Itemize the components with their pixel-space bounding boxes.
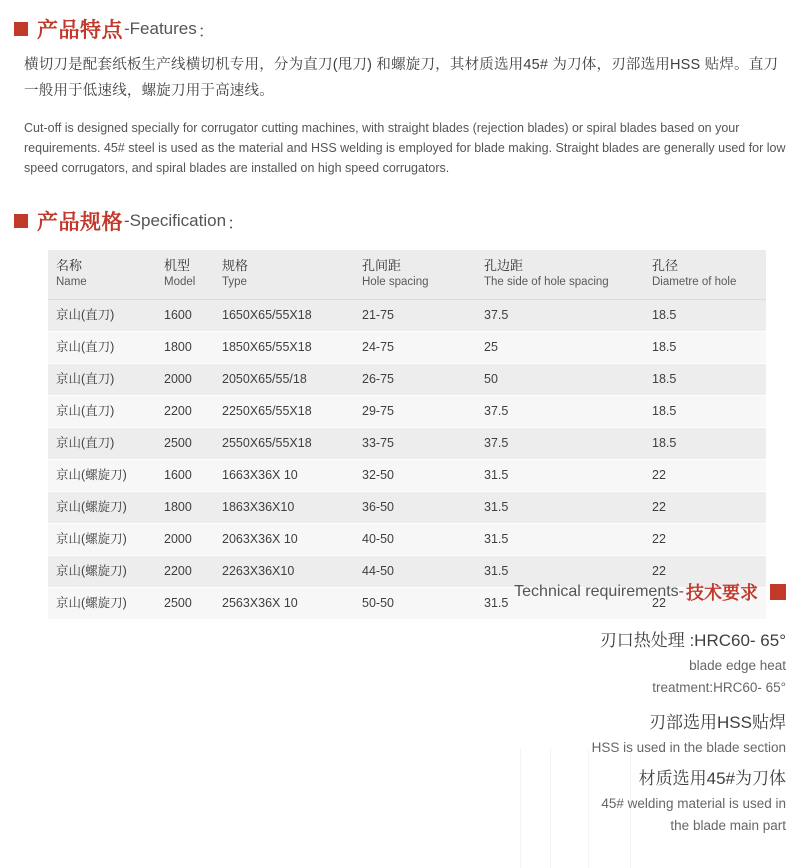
cell-name: 京山(直刀) [48, 300, 156, 332]
cell-diametre-of-hole: 22 [644, 556, 766, 588]
cell-diametre-of-hole: 18.5 [644, 332, 766, 364]
cell-type: 2250X65/55X18 [214, 396, 354, 428]
cell-hole-spacing: 32-50 [354, 460, 476, 492]
cell-name: 京山(螺旋刀) [48, 460, 156, 492]
column-header-hole-spacing-en: Hole spacing [362, 276, 429, 288]
cell-type: 2563X36X 10 [214, 588, 354, 620]
cell-side-of-hole-spacing: 31.5 [476, 556, 644, 588]
cell-type: 2550X65/55X18 [214, 428, 354, 460]
cell-type: 1663X36X 10 [214, 460, 354, 492]
technical-item-en-line2: the blade main part [670, 818, 786, 833]
cell-name: 京山(螺旋刀) [48, 492, 156, 524]
cell-side-of-hole-spacing: 31.5 [476, 460, 644, 492]
technical-item-hss-blade-section [306, 709, 786, 759]
technical-heading-cn: 技术要求 [686, 583, 758, 603]
technical-requirements-section [306, 579, 786, 843]
product-spec-page [0, 14, 800, 868]
column-header-diametre-of-hole-en: Diametre of hole [652, 276, 737, 288]
table-row [48, 396, 766, 428]
cell-side-of-hole-spacing: 31.5 [476, 524, 644, 556]
specification-table-body [48, 300, 766, 620]
table-row [48, 300, 766, 332]
column-header-diametre-of-hole-cn: 孔径 [652, 258, 679, 273]
cell-hole-spacing: 29-75 [354, 396, 476, 428]
technical-item-cn: 材质选用45#为刀体 [638, 769, 786, 788]
table-row [48, 492, 766, 524]
cell-model: 2000 [156, 524, 214, 556]
specification-heading [14, 206, 786, 236]
specification-table [48, 250, 766, 620]
column-header-name [48, 250, 156, 300]
red-square-bullet-icon [770, 584, 786, 600]
table-row [48, 428, 766, 460]
cell-type: 2063X36X 10 [214, 524, 354, 556]
cell-name: 京山(直刀) [48, 428, 156, 460]
column-header-diametre-of-hole [644, 250, 766, 300]
cell-side-of-hole-spacing: 37.5 [476, 428, 644, 460]
column-header-side-of-hole-spacing [476, 250, 644, 300]
cell-hole-spacing: 24-75 [354, 332, 476, 364]
technical-item-en-line1: HSS is used in the blade section [591, 740, 786, 755]
cell-diametre-of-hole: 18.5 [644, 396, 766, 428]
cell-diametre-of-hole: 18.5 [644, 300, 766, 332]
technical-item-en-line1: 45# welding material is used in [601, 796, 786, 811]
cell-type: 1850X65/55X18 [214, 332, 354, 364]
cell-hole-spacing: 40-50 [354, 524, 476, 556]
column-header-side-of-hole-spacing-cn: 孔边距 [484, 258, 524, 273]
cell-type: 1863X36X10 [214, 492, 354, 524]
cell-diametre-of-hole: 22 [644, 524, 766, 556]
cell-hole-spacing: 21-75 [354, 300, 476, 332]
cell-type: 2263X36X10 [214, 556, 354, 588]
specification-table-head [48, 250, 766, 300]
cell-diametre-of-hole: 22 [644, 588, 766, 620]
column-header-name-cn: 名称 [56, 258, 83, 273]
table-row [48, 332, 766, 364]
table-row [48, 524, 766, 556]
features-english-paragraph: Cut-off is designed specially for corrugator cutting machines, with straight blades (rejection blades) or spiral blades based on your requirements. 45# steel is used as the material and HSS welding is employed for blade making. Straight blades are generally used for low speed corrugators, and spiral blades are installed on high speed corrugators. [24, 121, 786, 175]
table-row [48, 460, 766, 492]
cell-model: 1800 [156, 332, 214, 364]
cell-name: 京山(螺旋刀) [48, 556, 156, 588]
cell-type: 1650X65/55X18 [214, 300, 354, 332]
column-header-type-en: Type [222, 276, 247, 288]
cell-side-of-hole-spacing: 31.5 [476, 588, 644, 620]
red-square-bullet-icon [14, 22, 28, 36]
table-header-row [48, 250, 766, 300]
specification-table-wrapper [48, 250, 766, 620]
cell-diametre-of-hole: 18.5 [644, 428, 766, 460]
specification-heading-en: -Specification [124, 211, 227, 230]
column-header-side-of-hole-spacing-en: The side of hole spacing [484, 276, 609, 288]
cell-model: 2500 [156, 428, 214, 460]
cell-diametre-of-hole: 18.5 [644, 364, 766, 396]
column-header-model-en: Model [164, 276, 196, 288]
technical-requirements-heading [306, 579, 786, 605]
cell-name: 京山(螺旋刀) [48, 588, 156, 620]
cell-name: 京山(直刀) [48, 332, 156, 364]
technical-item-cn: 刃口热处理 :HRC60- 65° [599, 631, 786, 650]
cell-side-of-hole-spacing: 25 [476, 332, 644, 364]
cell-model: 2500 [156, 588, 214, 620]
features-heading-colon: ： [197, 21, 215, 41]
cell-model: 2200 [156, 396, 214, 428]
cell-name: 京山(螺旋刀) [48, 524, 156, 556]
cell-name: 京山(直刀) [48, 396, 156, 428]
technical-item-en-line2: treatment:HRC60- 65° [652, 680, 786, 695]
cell-hole-spacing: 44-50 [354, 556, 476, 588]
cell-diametre-of-hole: 22 [644, 460, 766, 492]
cell-model: 1600 [156, 460, 214, 492]
cell-name: 京山(直刀) [48, 364, 156, 396]
column-header-type-cn: 规格 [222, 258, 249, 273]
cell-side-of-hole-spacing: 37.5 [476, 396, 644, 428]
column-header-type [214, 250, 354, 300]
cell-side-of-hole-spacing: 37.5 [476, 300, 644, 332]
column-header-model [156, 250, 214, 300]
cell-hole-spacing: 26-75 [354, 364, 476, 396]
features-heading-cn: 产品特点 [37, 19, 123, 42]
red-square-bullet-icon [14, 214, 28, 228]
technical-heading-en: Technical requirements- [514, 583, 684, 600]
specification-heading-cn: 产品规格 [37, 211, 123, 234]
cell-hole-spacing: 33-75 [354, 428, 476, 460]
specification-heading-colon: ： [227, 213, 245, 233]
technical-item-en-line1: blade edge heat [689, 658, 786, 673]
column-header-model-cn: 机型 [164, 258, 191, 273]
technical-item-blade-main-material [306, 765, 786, 837]
column-header-hole-spacing-cn: 孔间距 [362, 258, 402, 273]
technical-item-cn: 刃部选用HSS贴焊 [649, 713, 786, 732]
cell-side-of-hole-spacing: 50 [476, 364, 644, 396]
technical-item-blade-edge-heat-treatment [306, 627, 786, 699]
cell-hole-spacing: 36-50 [354, 492, 476, 524]
cell-model: 1600 [156, 300, 214, 332]
features-heading-en: -Features [124, 19, 197, 38]
features-heading [14, 14, 786, 44]
cell-side-of-hole-spacing: 31.5 [476, 492, 644, 524]
features-chinese-paragraph: 横切刀是配套纸板生产线横切机专用，分为直刀(甩刀) 和螺旋刀，其材质选用45# 为刀体，刃部选用HSS 贴焊。直刀一般用于低速线，螺旋刀用于高速线。 [24, 57, 779, 99]
cell-diametre-of-hole: 22 [644, 492, 766, 524]
cell-type: 2050X65/55/18 [214, 364, 354, 396]
cell-hole-spacing: 50-50 [354, 588, 476, 620]
table-row [48, 364, 766, 396]
cell-model: 1800 [156, 492, 214, 524]
column-header-hole-spacing [354, 250, 476, 300]
cell-model: 2200 [156, 556, 214, 588]
column-header-name-en: Name [56, 276, 87, 288]
cell-model: 2000 [156, 364, 214, 396]
